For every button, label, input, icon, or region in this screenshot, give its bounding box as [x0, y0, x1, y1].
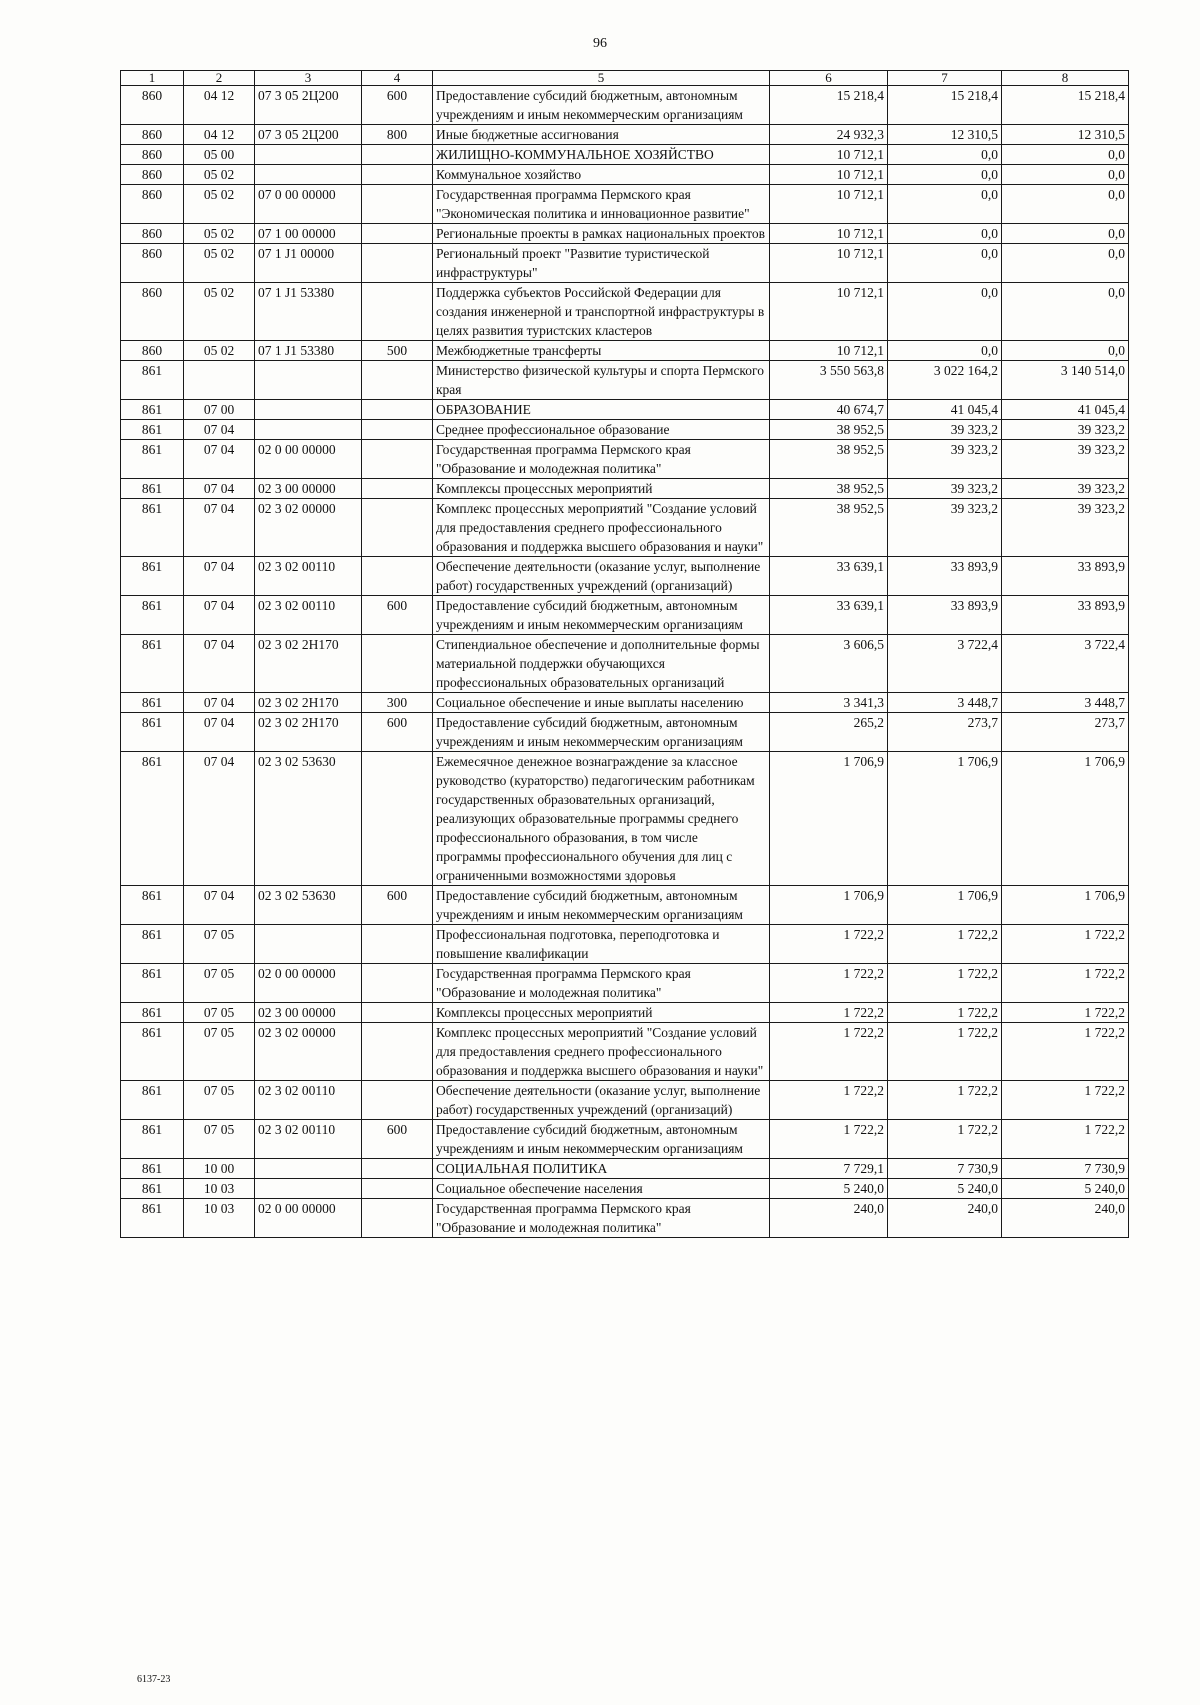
ministry-code: 860 [121, 165, 184, 185]
amount-col6: 38 952,5 [770, 479, 888, 499]
amount-col6: 1 722,2 [770, 964, 888, 1003]
item-name: СОЦИАЛЬНАЯ ПОЛИТИКА [433, 1159, 770, 1179]
amount-col8: 39 323,2 [1002, 499, 1129, 557]
amount-col8: 39 323,2 [1002, 420, 1129, 440]
section-code: 07 05 [184, 1081, 255, 1120]
ministry-code: 860 [121, 224, 184, 244]
amount-col6: 1 706,9 [770, 886, 888, 925]
ministry-code: 861 [121, 1179, 184, 1199]
ministry-code: 861 [121, 1199, 184, 1238]
amount-col6: 1 706,9 [770, 752, 888, 886]
target-article-code: 07 1 J1 53380 [255, 283, 362, 341]
page-number: 96 [593, 36, 607, 51]
section-code: 07 04 [184, 886, 255, 925]
column-number: 8 [1002, 71, 1129, 86]
target-article-code: 02 3 02 2Н170 [255, 693, 362, 713]
amount-col8: 1 722,2 [1002, 1120, 1129, 1159]
item-name: Предоставление субсидий бюджетным, автономным учреждениям и иным некоммерческим организациям [433, 1120, 770, 1159]
amount-col7: 41 045,4 [888, 400, 1002, 420]
section-code: 05 02 [184, 341, 255, 361]
table-row [121, 244, 1129, 283]
amount-col6: 38 952,5 [770, 420, 888, 440]
ministry-code: 861 [121, 557, 184, 596]
expense-type-code [362, 479, 433, 499]
table-row [121, 125, 1129, 145]
table-row [121, 1023, 1129, 1081]
ministry-code: 861 [121, 752, 184, 886]
amount-col8: 3 448,7 [1002, 693, 1129, 713]
amount-col6: 3 341,3 [770, 693, 888, 713]
expense-type-code [362, 1023, 433, 1081]
target-article-code: 02 3 02 00000 [255, 1023, 362, 1081]
ministry-code: 861 [121, 693, 184, 713]
table-row [121, 224, 1129, 244]
expense-type-code [362, 165, 433, 185]
amount-col8: 0,0 [1002, 283, 1129, 341]
ministry-code: 861 [121, 1159, 184, 1179]
amount-col6: 7 729,1 [770, 1159, 888, 1179]
target-article-code: 02 3 02 00000 [255, 499, 362, 557]
expense-type-code [362, 400, 433, 420]
amount-col6: 5 240,0 [770, 1179, 888, 1199]
amount-col7: 15 218,4 [888, 86, 1002, 125]
amount-col7: 7 730,9 [888, 1159, 1002, 1179]
target-article-code: 07 3 05 2Ц200 [255, 86, 362, 125]
table-row [121, 361, 1129, 400]
amount-col8: 1 706,9 [1002, 886, 1129, 925]
table-row [121, 283, 1129, 341]
amount-col6: 40 674,7 [770, 400, 888, 420]
ministry-code: 861 [121, 713, 184, 752]
amount-col6: 240,0 [770, 1199, 888, 1238]
section-code: 07 05 [184, 925, 255, 964]
item-name: Ежемесячное денежное вознаграждение за классное руководство (кураторство) педагогическим работникам государственных образовательных организаций, реализующих образовательные программы среднего профессионального образования, в том числе программы профессионального обучения для лиц с ограниченными возможностями здоровья [433, 752, 770, 886]
amount-col7: 240,0 [888, 1199, 1002, 1238]
table-row [121, 1003, 1129, 1023]
table-row [121, 1120, 1129, 1159]
amount-col7: 1 722,2 [888, 1023, 1002, 1081]
amount-col8: 3 722,4 [1002, 635, 1129, 693]
section-code: 07 04 [184, 420, 255, 440]
table-row [121, 1179, 1129, 1199]
item-name: Межбюджетные трансферты [433, 341, 770, 361]
amount-col8: 1 722,2 [1002, 964, 1129, 1003]
item-name: Иные бюджетные ассигнования [433, 125, 770, 145]
amount-col7: 1 722,2 [888, 1120, 1002, 1159]
column-number: 2 [184, 71, 255, 86]
target-article-code: 02 3 02 00110 [255, 1081, 362, 1120]
amount-col8: 1 706,9 [1002, 752, 1129, 886]
target-article-code [255, 361, 362, 400]
expense-type-code: 500 [362, 341, 433, 361]
amount-col6: 3 606,5 [770, 635, 888, 693]
expense-type-code: 600 [362, 596, 433, 635]
amount-col6: 38 952,5 [770, 499, 888, 557]
amount-col8: 39 323,2 [1002, 479, 1129, 499]
amount-col6: 10 712,1 [770, 341, 888, 361]
ministry-code: 860 [121, 185, 184, 224]
target-article-code: 02 3 02 00110 [255, 557, 362, 596]
target-article-code: 07 1 00 00000 [255, 224, 362, 244]
table-row [121, 145, 1129, 165]
amount-col6: 10 712,1 [770, 244, 888, 283]
section-code: 07 05 [184, 1023, 255, 1081]
ministry-code: 861 [121, 925, 184, 964]
amount-col7: 1 722,2 [888, 925, 1002, 964]
item-name: Обеспечение деятельности (оказание услуг, выполнение работ) государственных учреждений (организаций) [433, 557, 770, 596]
expense-type-code: 600 [362, 713, 433, 752]
column-number: 4 [362, 71, 433, 86]
amount-col6: 15 218,4 [770, 86, 888, 125]
item-name: Социальное обеспечение и иные выплаты населению [433, 693, 770, 713]
amount-col6: 265,2 [770, 713, 888, 752]
amount-col8: 1 722,2 [1002, 1081, 1129, 1120]
amount-col7: 1 706,9 [888, 752, 1002, 886]
ministry-code: 861 [121, 400, 184, 420]
target-article-code [255, 145, 362, 165]
amount-col8: 0,0 [1002, 224, 1129, 244]
item-name: Предоставление субсидий бюджетным, автономным учреждениям и иным некоммерческим организациям [433, 713, 770, 752]
table-row [121, 165, 1129, 185]
ministry-code: 860 [121, 283, 184, 341]
amount-col7: 39 323,2 [888, 479, 1002, 499]
table-row [121, 420, 1129, 440]
item-name: Государственная программа Пермского края "Образование и молодежная политика" [433, 440, 770, 479]
expense-type-code [362, 1159, 433, 1179]
table-row [121, 1199, 1129, 1238]
section-code: 10 03 [184, 1199, 255, 1238]
section-code: 07 04 [184, 693, 255, 713]
amount-col8: 0,0 [1002, 341, 1129, 361]
item-name: ЖИЛИЩНО-КОММУНАЛЬНОЕ ХОЗЯЙСТВО [433, 145, 770, 165]
item-name: Предоставление субсидий бюджетным, автономным учреждениям и иным некоммерческим организациям [433, 86, 770, 125]
item-name: Комплекс процессных мероприятий "Создание условий для предоставления среднего профессионального образования и поддержка высшего образования и науки" [433, 1023, 770, 1081]
ministry-code: 860 [121, 86, 184, 125]
amount-col8: 0,0 [1002, 165, 1129, 185]
expense-type-code [362, 557, 433, 596]
table-row [121, 440, 1129, 479]
amount-col7: 33 893,9 [888, 596, 1002, 635]
section-code: 10 03 [184, 1179, 255, 1199]
target-article-code: 02 0 00 00000 [255, 1199, 362, 1238]
column-number: 6 [770, 71, 888, 86]
table-row [121, 86, 1129, 125]
item-name: Комплексы процессных мероприятий [433, 479, 770, 499]
target-article-code [255, 1179, 362, 1199]
target-article-code: 02 3 02 53630 [255, 886, 362, 925]
amount-col7: 0,0 [888, 185, 1002, 224]
amount-col8: 0,0 [1002, 185, 1129, 224]
ministry-code: 861 [121, 886, 184, 925]
expense-type-code [362, 1179, 433, 1199]
expense-type-code [362, 361, 433, 400]
expense-type-code [362, 1003, 433, 1023]
amount-col6: 33 639,1 [770, 557, 888, 596]
amount-col6: 38 952,5 [770, 440, 888, 479]
table-row [121, 1159, 1129, 1179]
target-article-code [255, 420, 362, 440]
item-name: Комплекс процессных мероприятий "Создание условий для предоставления среднего профессионального образования и поддержка высшего образования и науки" [433, 499, 770, 557]
amount-col7: 0,0 [888, 224, 1002, 244]
amount-col6: 24 932,3 [770, 125, 888, 145]
section-code: 07 05 [184, 964, 255, 1003]
ministry-code: 861 [121, 635, 184, 693]
table-row [121, 925, 1129, 964]
expense-type-code [362, 1081, 433, 1120]
target-article-code: 07 3 05 2Ц200 [255, 125, 362, 145]
amount-col8: 39 323,2 [1002, 440, 1129, 479]
target-article-code [255, 1159, 362, 1179]
ministry-code: 861 [121, 361, 184, 400]
amount-col7: 273,7 [888, 713, 1002, 752]
target-article-code: 02 0 00 00000 [255, 440, 362, 479]
table-row [121, 635, 1129, 693]
item-name: Стипендиальное обеспечение и дополнительные формы материальной поддержки обучающихся профессиональных образовательных организаций [433, 635, 770, 693]
amount-col8: 1 722,2 [1002, 1023, 1129, 1081]
ministry-code: 861 [121, 499, 184, 557]
ministry-code: 861 [121, 1120, 184, 1159]
expense-type-code [362, 499, 433, 557]
section-code: 07 05 [184, 1003, 255, 1023]
target-article-code: 02 0 00 00000 [255, 964, 362, 1003]
table-row [121, 886, 1129, 925]
section-code: 07 04 [184, 499, 255, 557]
item-name: Среднее профессиональное образование [433, 420, 770, 440]
section-code [184, 361, 255, 400]
target-article-code: 07 1 J1 53380 [255, 341, 362, 361]
section-code: 07 04 [184, 713, 255, 752]
section-code: 07 04 [184, 440, 255, 479]
expense-type-code [362, 752, 433, 886]
budget-table [120, 70, 1129, 1238]
amount-col8: 3 140 514,0 [1002, 361, 1129, 400]
amount-col7: 0,0 [888, 145, 1002, 165]
amount-col7: 1 722,2 [888, 1081, 1002, 1120]
ministry-code: 861 [121, 1003, 184, 1023]
amount-col8: 7 730,9 [1002, 1159, 1129, 1179]
ministry-code: 861 [121, 1023, 184, 1081]
section-code: 07 04 [184, 752, 255, 886]
amount-col8: 15 218,4 [1002, 86, 1129, 125]
item-name: Обеспечение деятельности (оказание услуг, выполнение работ) государственных учреждений (организаций) [433, 1081, 770, 1120]
table-row [121, 596, 1129, 635]
amount-col8: 0,0 [1002, 145, 1129, 165]
amount-col8: 273,7 [1002, 713, 1129, 752]
section-code: 05 02 [184, 165, 255, 185]
section-code: 05 02 [184, 283, 255, 341]
amount-col7: 5 240,0 [888, 1179, 1002, 1199]
column-number-header [121, 71, 1129, 86]
target-article-code: 07 1 J1 00000 [255, 244, 362, 283]
item-name: Государственная программа Пермского края "Образование и молодежная политика" [433, 964, 770, 1003]
table-row [121, 1081, 1129, 1120]
item-name: Министерство физической культуры и спорта Пермского края [433, 361, 770, 400]
amount-col7: 0,0 [888, 165, 1002, 185]
item-name: Государственная программа Пермского края "Образование и молодежная политика" [433, 1199, 770, 1238]
amount-col7: 1 722,2 [888, 1003, 1002, 1023]
ministry-code: 860 [121, 341, 184, 361]
expense-type-code: 300 [362, 693, 433, 713]
amount-col7: 39 323,2 [888, 440, 1002, 479]
target-article-code: 02 3 02 53630 [255, 752, 362, 886]
expense-type-code [362, 420, 433, 440]
target-article-code: 02 3 00 00000 [255, 479, 362, 499]
item-name: Коммунальное хозяйство [433, 165, 770, 185]
expense-type-code [362, 925, 433, 964]
column-number: 5 [433, 71, 770, 86]
item-name: Комплексы процессных мероприятий [433, 1003, 770, 1023]
amount-col6: 1 722,2 [770, 925, 888, 964]
section-code: 05 02 [184, 224, 255, 244]
amount-col7: 3 022 164,2 [888, 361, 1002, 400]
amount-col8: 0,0 [1002, 244, 1129, 283]
amount-col7: 39 323,2 [888, 499, 1002, 557]
item-name: Государственная программа Пермского края "Экономическая политика и инновационное развитие" [433, 185, 770, 224]
expense-type-code [362, 244, 433, 283]
amount-col6: 10 712,1 [770, 224, 888, 244]
target-article-code [255, 925, 362, 964]
column-number: 3 [255, 71, 362, 86]
section-code: 07 05 [184, 1120, 255, 1159]
amount-col7: 0,0 [888, 341, 1002, 361]
ministry-code: 860 [121, 125, 184, 145]
table-row [121, 557, 1129, 596]
item-name: Предоставление субсидий бюджетным, автономным учреждениям и иным некоммерческим организациям [433, 596, 770, 635]
item-name: Профессиональная подготовка, переподготовка и повышение квалификации [433, 925, 770, 964]
expense-type-code: 600 [362, 1120, 433, 1159]
target-article-code [255, 165, 362, 185]
table-row [121, 499, 1129, 557]
section-code: 07 04 [184, 557, 255, 596]
table-row [121, 964, 1129, 1003]
amount-col8: 1 722,2 [1002, 1003, 1129, 1023]
amount-col8: 33 893,9 [1002, 596, 1129, 635]
table-row [121, 479, 1129, 499]
amount-col8: 41 045,4 [1002, 400, 1129, 420]
amount-col6: 10 712,1 [770, 165, 888, 185]
ministry-code: 860 [121, 244, 184, 283]
section-code: 10 00 [184, 1159, 255, 1179]
table-body [121, 86, 1129, 1238]
expense-type-code: 600 [362, 886, 433, 925]
amount-col7: 3 448,7 [888, 693, 1002, 713]
table-row [121, 341, 1129, 361]
amount-col7: 33 893,9 [888, 557, 1002, 596]
section-code: 05 00 [184, 145, 255, 165]
amount-col6: 10 712,1 [770, 145, 888, 165]
item-name: Предоставление субсидий бюджетным, автономным учреждениям и иным некоммерческим организациям [433, 886, 770, 925]
column-number: 7 [888, 71, 1002, 86]
section-code: 04 12 [184, 86, 255, 125]
target-article-code: 07 0 00 00000 [255, 185, 362, 224]
section-code: 07 04 [184, 635, 255, 693]
expense-type-code [362, 283, 433, 341]
table-row [121, 713, 1129, 752]
amount-col6: 33 639,1 [770, 596, 888, 635]
section-code: 05 02 [184, 185, 255, 224]
amount-col7: 1 722,2 [888, 964, 1002, 1003]
amount-col7: 1 706,9 [888, 886, 1002, 925]
ministry-code: 861 [121, 596, 184, 635]
item-name: Поддержка субъектов Российской Федерации для создания инженерной и транспортной инфраструктуры в целях развития туристских кластеров [433, 283, 770, 341]
amount-col8: 5 240,0 [1002, 1179, 1129, 1199]
table-row [121, 400, 1129, 420]
amount-col8: 1 722,2 [1002, 925, 1129, 964]
item-name: Региональные проекты в рамках национальных проектов [433, 224, 770, 244]
expense-type-code [362, 964, 433, 1003]
target-article-code: 02 3 02 00110 [255, 1120, 362, 1159]
amount-col7: 0,0 [888, 283, 1002, 341]
section-code: 07 04 [184, 479, 255, 499]
section-code: 07 04 [184, 596, 255, 635]
amount-col7: 3 722,4 [888, 635, 1002, 693]
expense-type-code [362, 1199, 433, 1238]
table-row [121, 693, 1129, 713]
ministry-code: 861 [121, 479, 184, 499]
section-code: 05 02 [184, 244, 255, 283]
amount-col7: 39 323,2 [888, 420, 1002, 440]
amount-col7: 12 310,5 [888, 125, 1002, 145]
target-article-code: 02 3 02 2Н170 [255, 713, 362, 752]
target-article-code: 02 3 00 00000 [255, 1003, 362, 1023]
expense-type-code [362, 224, 433, 244]
expense-type-code [362, 185, 433, 224]
amount-col8: 240,0 [1002, 1199, 1129, 1238]
footer-code: 6137-23 [137, 1674, 171, 1685]
column-number: 1 [121, 71, 184, 86]
ministry-code: 860 [121, 145, 184, 165]
ministry-code: 861 [121, 420, 184, 440]
section-code: 07 00 [184, 400, 255, 420]
ministry-code: 861 [121, 1081, 184, 1120]
amount-col6: 1 722,2 [770, 1023, 888, 1081]
ministry-code: 861 [121, 440, 184, 479]
ministry-code: 861 [121, 964, 184, 1003]
amount-col7: 0,0 [888, 244, 1002, 283]
target-article-code: 02 3 02 00110 [255, 596, 362, 635]
item-name: ОБРАЗОВАНИЕ [433, 400, 770, 420]
expense-type-code [362, 635, 433, 693]
item-name: Региональный проект "Развитие туристической инфраструктуры" [433, 244, 770, 283]
expense-type-code: 800 [362, 125, 433, 145]
expense-type-code [362, 440, 433, 479]
expense-type-code: 600 [362, 86, 433, 125]
amount-col6: 10 712,1 [770, 185, 888, 224]
item-name: Социальное обеспечение населения [433, 1179, 770, 1199]
amount-col6: 10 712,1 [770, 283, 888, 341]
target-article-code: 02 3 02 2Н170 [255, 635, 362, 693]
expense-type-code [362, 145, 433, 165]
table-row [121, 752, 1129, 886]
amount-col8: 12 310,5 [1002, 125, 1129, 145]
amount-col8: 33 893,9 [1002, 557, 1129, 596]
amount-col6: 3 550 563,8 [770, 361, 888, 400]
amount-col6: 1 722,2 [770, 1120, 888, 1159]
amount-col6: 1 722,2 [770, 1003, 888, 1023]
amount-col6: 1 722,2 [770, 1081, 888, 1120]
section-code: 04 12 [184, 125, 255, 145]
target-article-code [255, 400, 362, 420]
table-row [121, 185, 1129, 224]
